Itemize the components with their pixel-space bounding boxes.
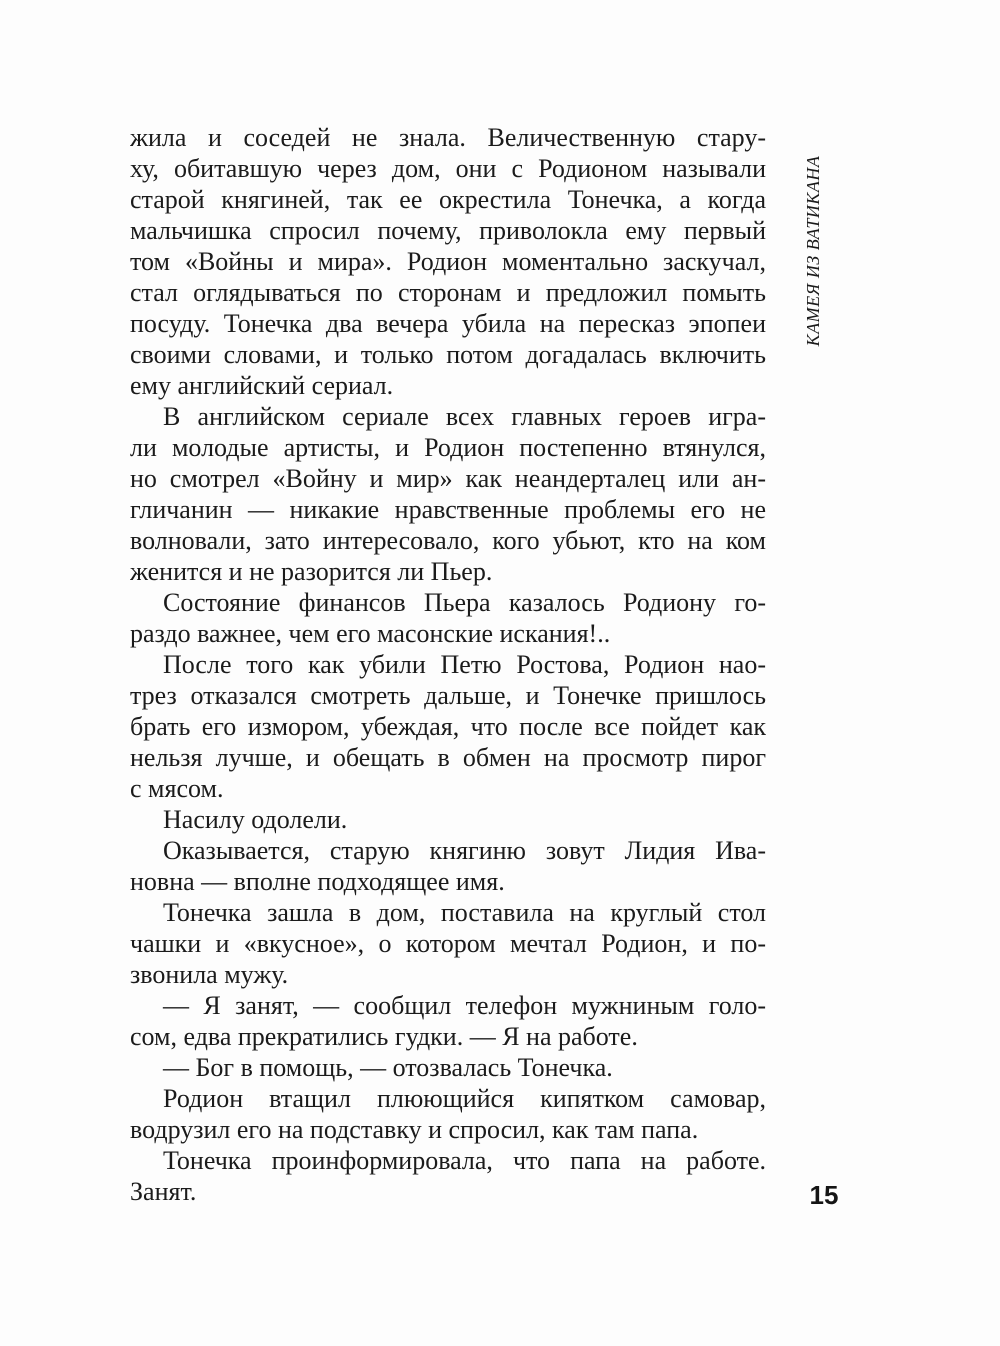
text-line: — Бог в помощь, — отозвалась Тонечка. [163, 1053, 613, 1082]
page-number: 15 [809, 1180, 839, 1210]
running-title: КАМЕЯ ИЗ ВАТИКАНА [803, 155, 823, 347]
text-line: с мясом. [130, 774, 224, 803]
text-line: ли молодые артисты, и Родион постепенно втянулся, [130, 433, 766, 462]
text-line: Тонечка зашла в дом, поставила на круглый стол [163, 898, 766, 927]
text-line: — Я занят, — сообщил телефон мужниным голо- [163, 991, 766, 1020]
body-text [130, 122, 766, 1207]
text-line: Родион втащил плюющийся кипятком самовар, [163, 1084, 766, 1113]
text-line: чашки и «вкусное», о котором мечтал Родион, и по- [130, 929, 766, 958]
text-line: После того как убили Петю Ростова, Родион нао- [163, 650, 766, 679]
text-line: старой княгиней, так ее окрестила Тонечка, а когда [130, 185, 766, 214]
text-line: мальчишка спросил почему, приволокла ему первый [130, 216, 766, 245]
text-line: Занят. [130, 1177, 197, 1206]
text-line: том «Войны и мира». Родион моментально заскучал, [130, 247, 766, 276]
text-line: ему английский сериал. [130, 371, 394, 400]
text-line: звонила мужу. [130, 960, 289, 989]
text-line: Тонечка проинформировала, что папа на работе. [163, 1146, 766, 1175]
text-line: водрузил его на подставку и спросил, как там папа. [130, 1115, 699, 1144]
text-line: женится и не разорится ли Пьер. [130, 557, 493, 586]
text-line: жила и соседей не знала. Величественную стару- [130, 123, 766, 152]
text-line: ху, обитавшую через дом, они с Родионом называли [130, 154, 766, 183]
text-line: новна — вполне подходящее имя. [130, 867, 505, 896]
text-line: волновали, зато интересовало, кого убьют, кто на ком [130, 526, 766, 555]
text-line: Насилу одолели. [163, 805, 348, 834]
text-line: Оказывается, старую княгиню зовут Лидия Ива- [163, 836, 766, 865]
text-line: нельзя лучше, и обещать в обмен на просмотр пирог [130, 743, 766, 772]
text-line: посуду. Тонечка два вечера убила на пересказ эпопеи [130, 309, 766, 338]
text-line: Состояние финансов Пьера казалось Родиону го- [163, 588, 766, 617]
text-line: сом, едва прекратились гудки. — Я на работе. [130, 1022, 638, 1051]
text-line: раздо важнее, чем его масонские искания!.. [130, 619, 611, 648]
text-line: своими словами, и только потом догадалась включить [130, 340, 766, 369]
text-line: В английском сериале всех главных героев игра- [163, 402, 766, 431]
text-line: стал оглядываться по сторонам и предложил помыть [130, 278, 766, 307]
text-line: но смотрел «Войну и мир» как неандерталец или ан- [130, 464, 766, 493]
text-line: гличанин — никакие нравственные проблемы его не [130, 495, 766, 524]
text-line: трез отказался смотреть дальше, и Тонечке пришлось [130, 681, 766, 710]
text-line: брать его измором, убеждая, что после все пойдет как [130, 712, 766, 741]
